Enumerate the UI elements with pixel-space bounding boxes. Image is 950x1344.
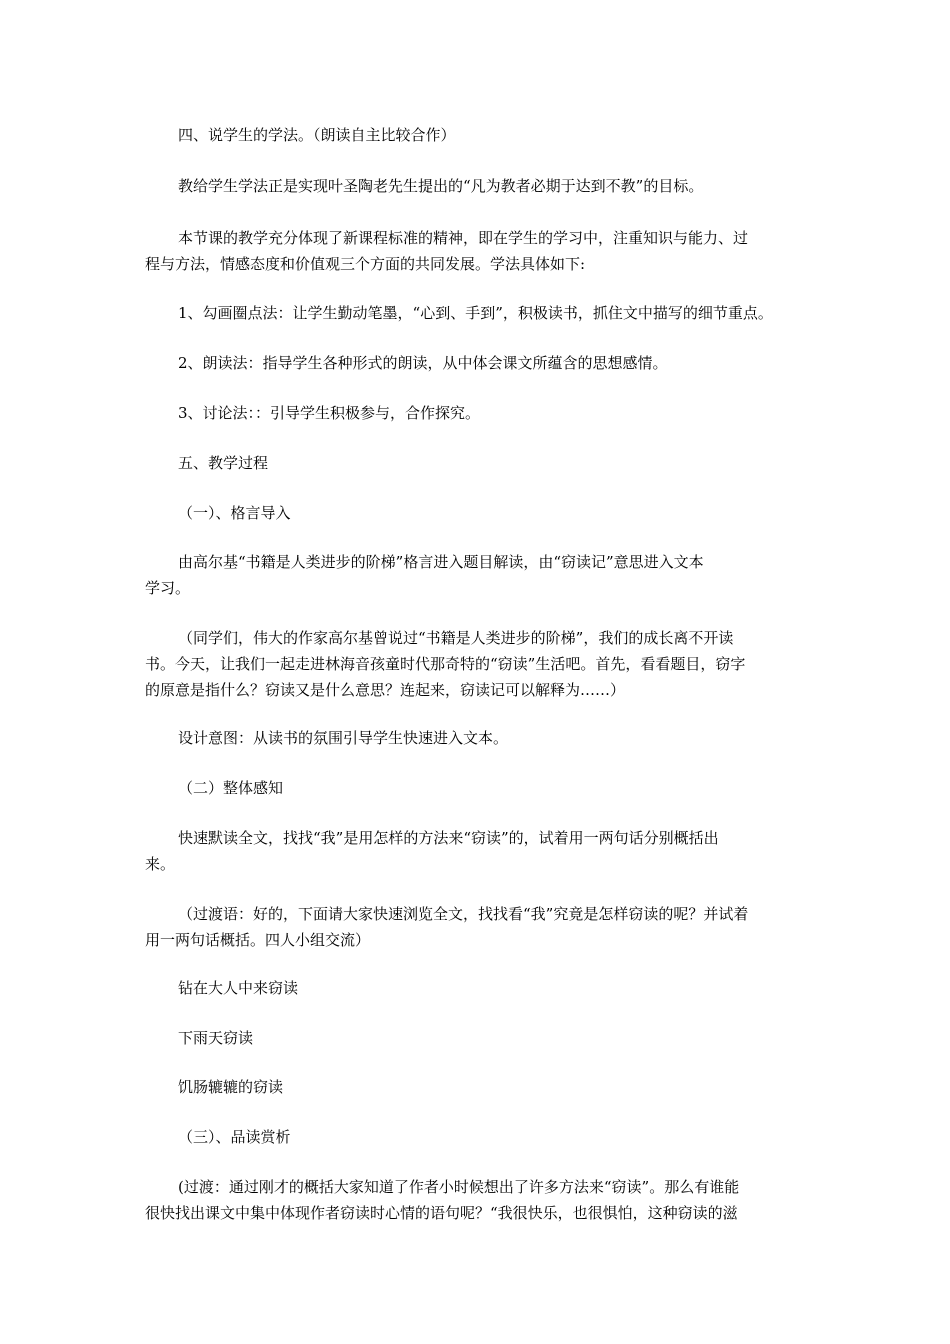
list-item-2 [145,350,815,376]
text-line: 3、讨论法：：引导学生积极参与，合作探究。 [178,404,481,422]
design-intent [145,725,815,751]
text-line: （二）整体感知 [178,779,284,797]
paragraph [145,173,815,199]
text-line: 来。 [145,855,176,873]
paragraph [145,625,815,703]
text-line: 的原意是指什么？窃读又是什么意思？连起来，窃读记可以解释为……） [145,681,626,699]
subheading-2 [145,775,815,801]
text-line: 由高尔基“书籍是人类进步的阶梯”格言进入题目解读，由“窃读记”意思进入文本 [178,553,704,571]
text-line: 本节课的教学充分体现了新课程标准的精神，即在学生的学习中，注重知识与能力、过 [178,229,749,247]
paragraph [145,549,815,601]
subheading-1 [145,500,815,526]
text-line: 下雨天窃读 [178,1029,254,1047]
text-line: 程与方法，情感态度和价值观三个方面的共同发展。学法具体如下: [145,255,586,273]
list-item-1 [145,300,815,326]
text-line: 很快找出课文中集中体现作者窃读时心情的语句呢？“我很快乐，也很惧怕，这种窃读的滋 [145,1204,738,1222]
text-line: （过渡语：好的，下面请大家快速浏览全文，找找看“我”究竟是怎样窃读的呢？并试着 [178,905,749,923]
summary-item [145,1025,815,1051]
text-line: 设计意图：从读书的氛围引导学生快速进入文本。 [178,729,509,747]
text-line: 教给学生学法正是实现叶圣陶老先生提出的“凡为教者必期于达到不教”的目标。 [178,177,704,195]
text-line: (过渡：通过刚才的概括大家知道了作者小时候想出了许多方法来“窃读”。那么有谁能 [178,1178,740,1196]
text-line: 四、说学生的学法。（朗读自主比较合作） [178,126,456,144]
text-line: 用一两句话概括。四人小组交流） [145,931,371,949]
text-line: 书。今天，让我们一起走进林海音孩童时代那奇特的“窃读”生活吧。首先，看看题目，窃字 [145,655,746,673]
text-line: 学习。 [145,579,191,597]
summary-item [145,975,815,1001]
text-line: （三）、品读赏析 [178,1128,291,1146]
text-line: 五、教学过程 [178,454,269,472]
section-heading-5 [145,450,815,476]
text-line: （同学们，伟大的作家高尔基曾说过“书籍是人类进步的阶梯”，我们的成长离不开读 [178,629,734,647]
text-line: 2、朗读法：指导学生各种形式的朗读，从中体会课文所蕴含的思想感情。 [178,354,668,372]
summary-item [145,1074,815,1100]
text-line: 快速默读全文，找找“我”是用怎样的方法来“窃读”的，试着用一两句话分别概括出 [178,829,719,847]
text-line: 钻在大人中来窃读 [178,979,299,997]
subheading-3 [145,1124,815,1150]
paragraph [145,901,815,953]
text-line: （一）、格言导入 [178,504,291,522]
text-line: 1、勾画圈点法：让学生勤动笔墨，“心到、手到”，积极读书，抓住文中描写的细节重点。 [178,304,773,322]
list-item-3 [145,400,815,426]
section-heading-4 [145,122,815,148]
paragraph [145,225,815,277]
paragraph [145,825,815,877]
text-line: 饥肠辘辘的窃读 [178,1078,284,1096]
paragraph [145,1174,815,1226]
